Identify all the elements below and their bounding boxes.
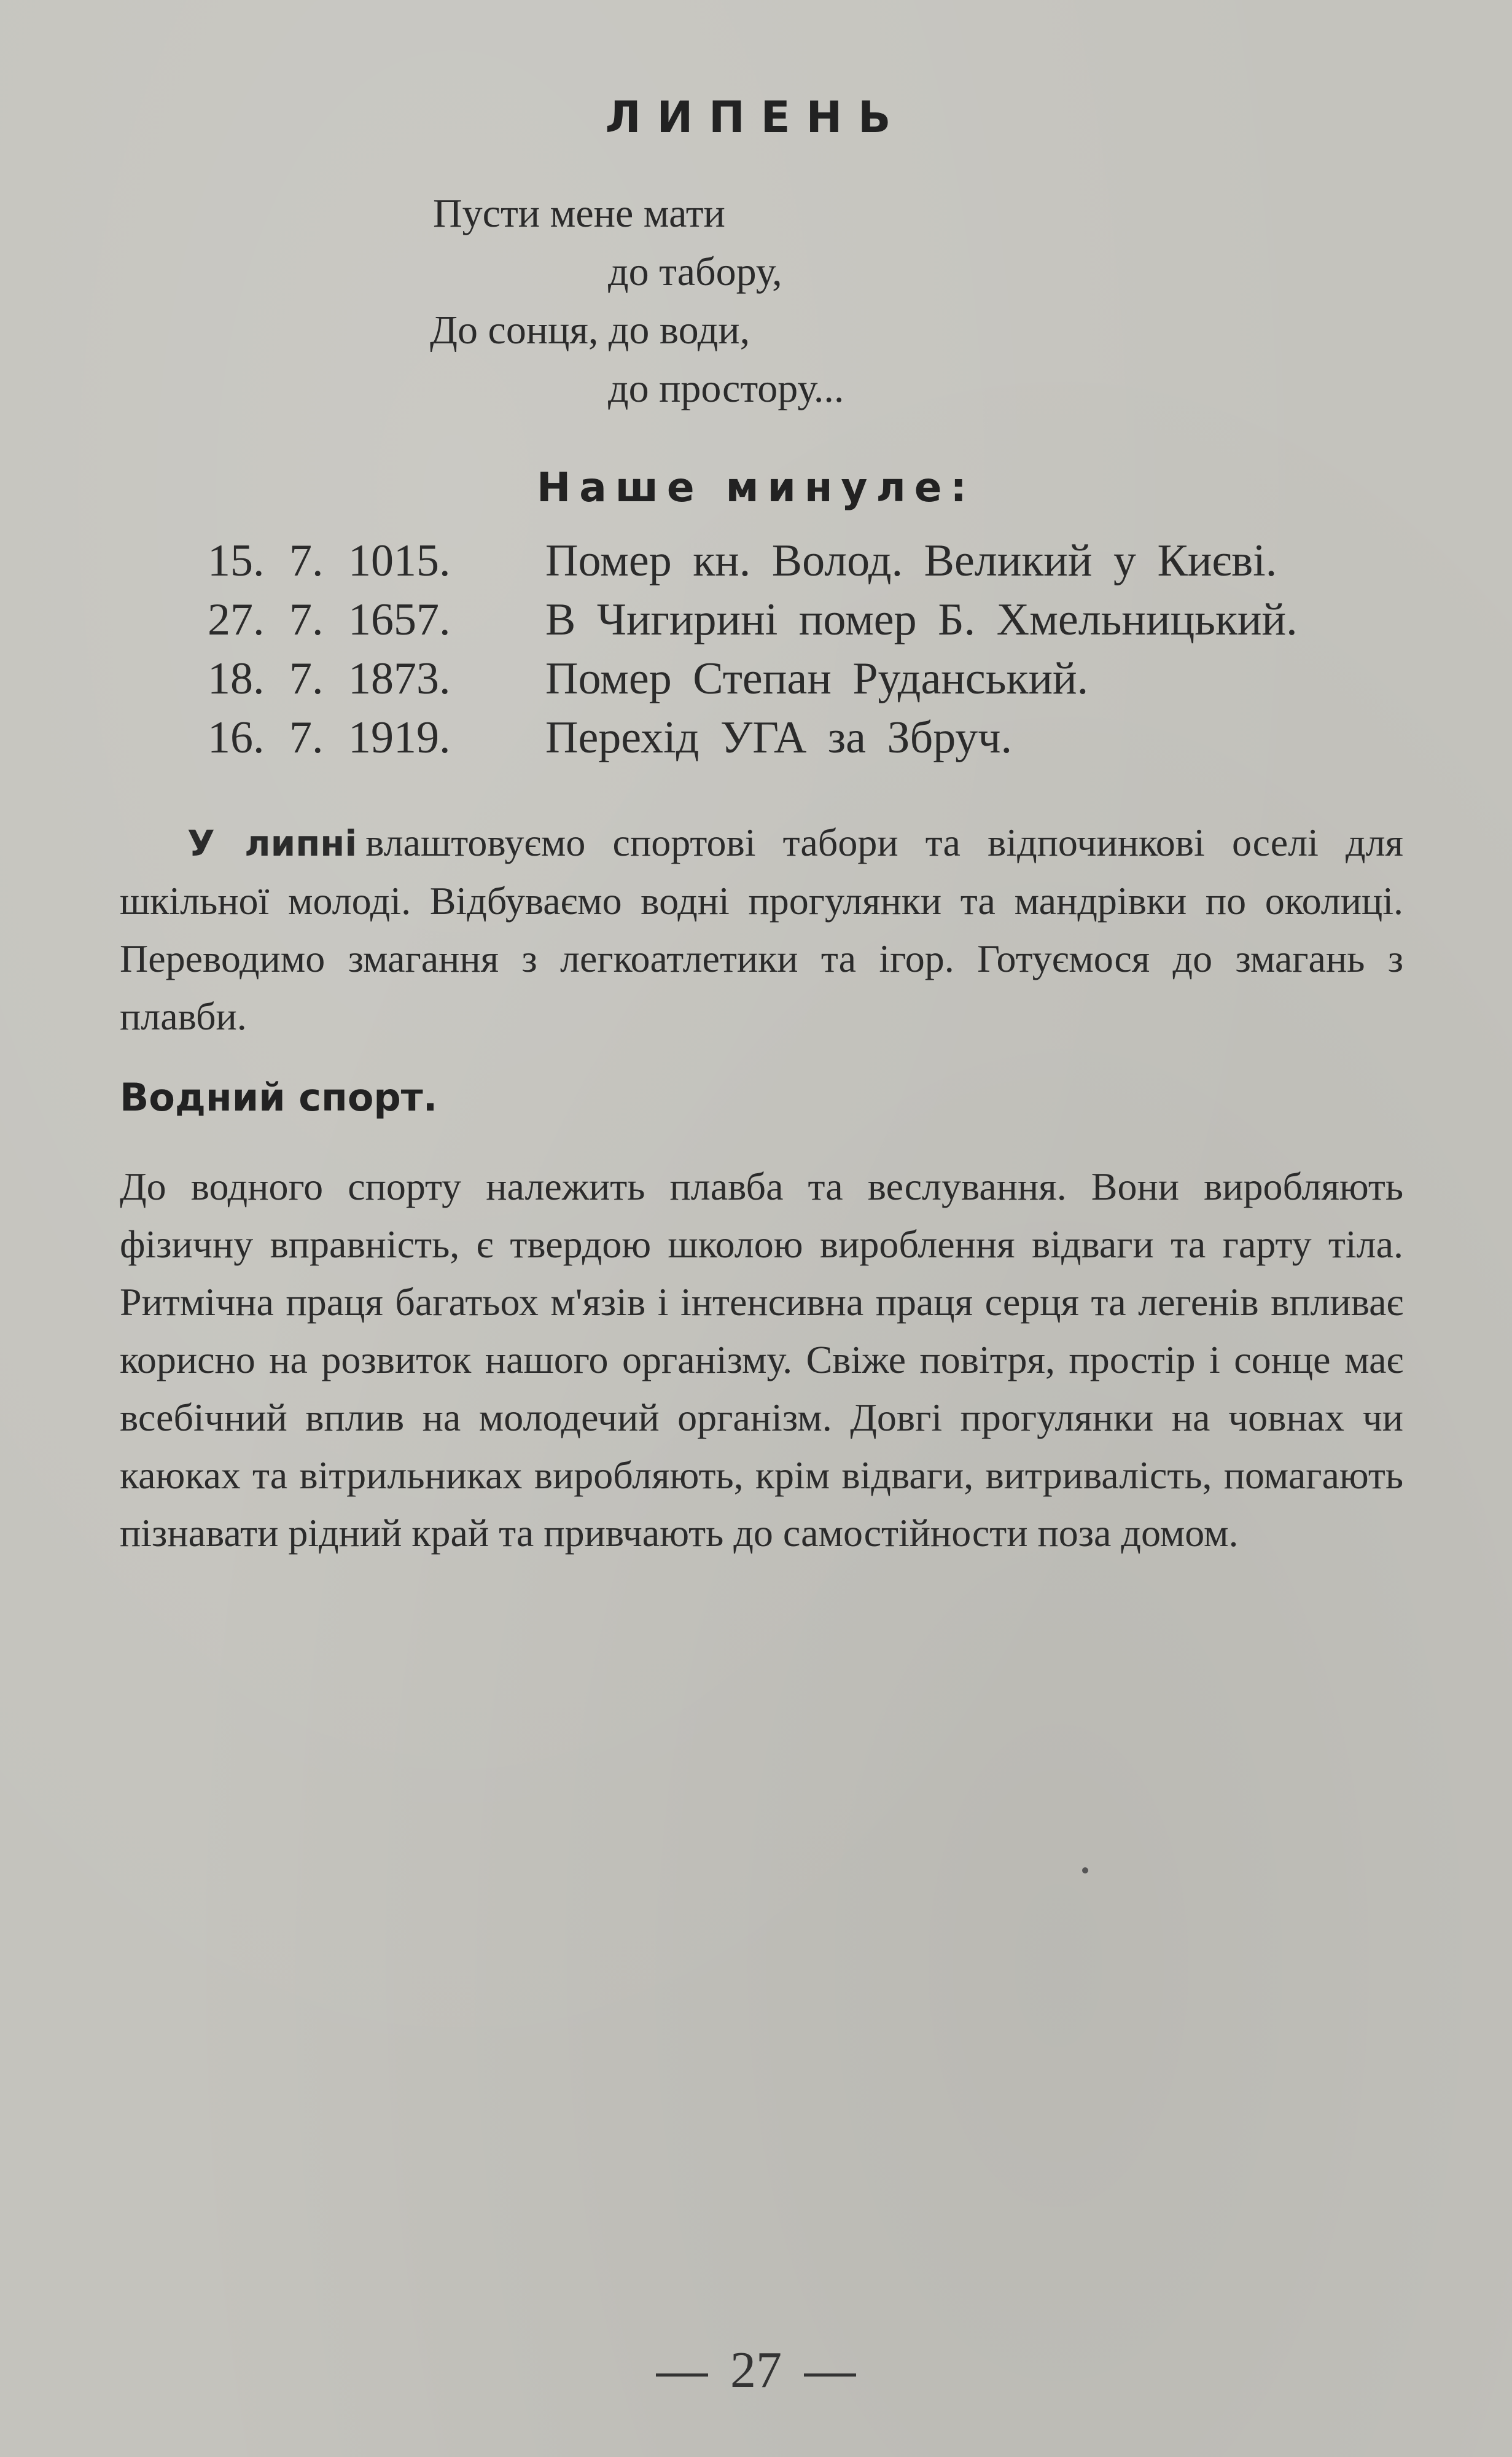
history-events-list — [208, 531, 1430, 767]
list-item — [208, 649, 1430, 708]
month-title: ЛИПЕНЬ — [605, 92, 907, 143]
water-sport-paragraph: До водного спорту належить плавба та веслування. Вони виробляють фізичну вправність, є твердою школою вироблення відваги та гарту тіла. Ритмічна праця багатьох м'язів і інтенсивна праця серця та легенів впливає корисно на розвиток нашого організму. Свіже повітря, простір і сонце має всебічний вплив на молодечий організм. Довгі прогулянки на човнах чи каюках та вітрильниках виробляють, крім відваги, витривалість, помагають пізнавати рідний край та привчають до самостійности поза домом. — [120, 1165, 1403, 1555]
activities-paragraph — [120, 814, 1403, 1045]
poem-line: до табору, — [608, 249, 782, 294]
page-number — [0, 2340, 1512, 2400]
list-item — [208, 708, 1430, 767]
list-item — [208, 531, 1430, 590]
event-date: 16. 7. 1919. — [208, 713, 451, 763]
event-date: 18. 7. 1873. — [208, 654, 451, 704]
poem-line: Пусти мене мати — [433, 191, 725, 236]
event-text: Помер Степан Руданський. — [545, 654, 1089, 704]
history-heading: Наше минуле: — [537, 464, 975, 511]
dash-right — [804, 2373, 856, 2377]
poem-line: До сонця, до води, — [430, 308, 750, 353]
event-text: В Чигирині помер Б. Хмельницький. — [545, 595, 1298, 645]
page-number-value: 27 — [730, 2342, 782, 2399]
event-text: Перехід УГА за Збруч. — [545, 713, 1012, 763]
activities-lead: У липні — [187, 822, 357, 864]
poem-line: до простору... — [608, 366, 844, 411]
dash-left — [656, 2373, 708, 2377]
water-sport-heading: Водний спорт. — [120, 1075, 438, 1120]
event-date: 15. 7. 1015. — [208, 536, 451, 586]
activities-text: влаштовуємо спортові табори та відпочинкові оселі для шкільної молоді. Відбуваємо водні прогулянки та мандрівки по околиці. Переводимо змагання з легкоатлетики та ігор. Готуємося до змагань з плавби. — [120, 821, 1403, 1038]
event-text: Помер кн. Волод. Великий у Києві. — [545, 536, 1277, 586]
paper-speck — [1082, 1867, 1088, 1873]
event-date: 27. 7. 1657. — [208, 595, 451, 645]
list-item — [208, 590, 1430, 649]
